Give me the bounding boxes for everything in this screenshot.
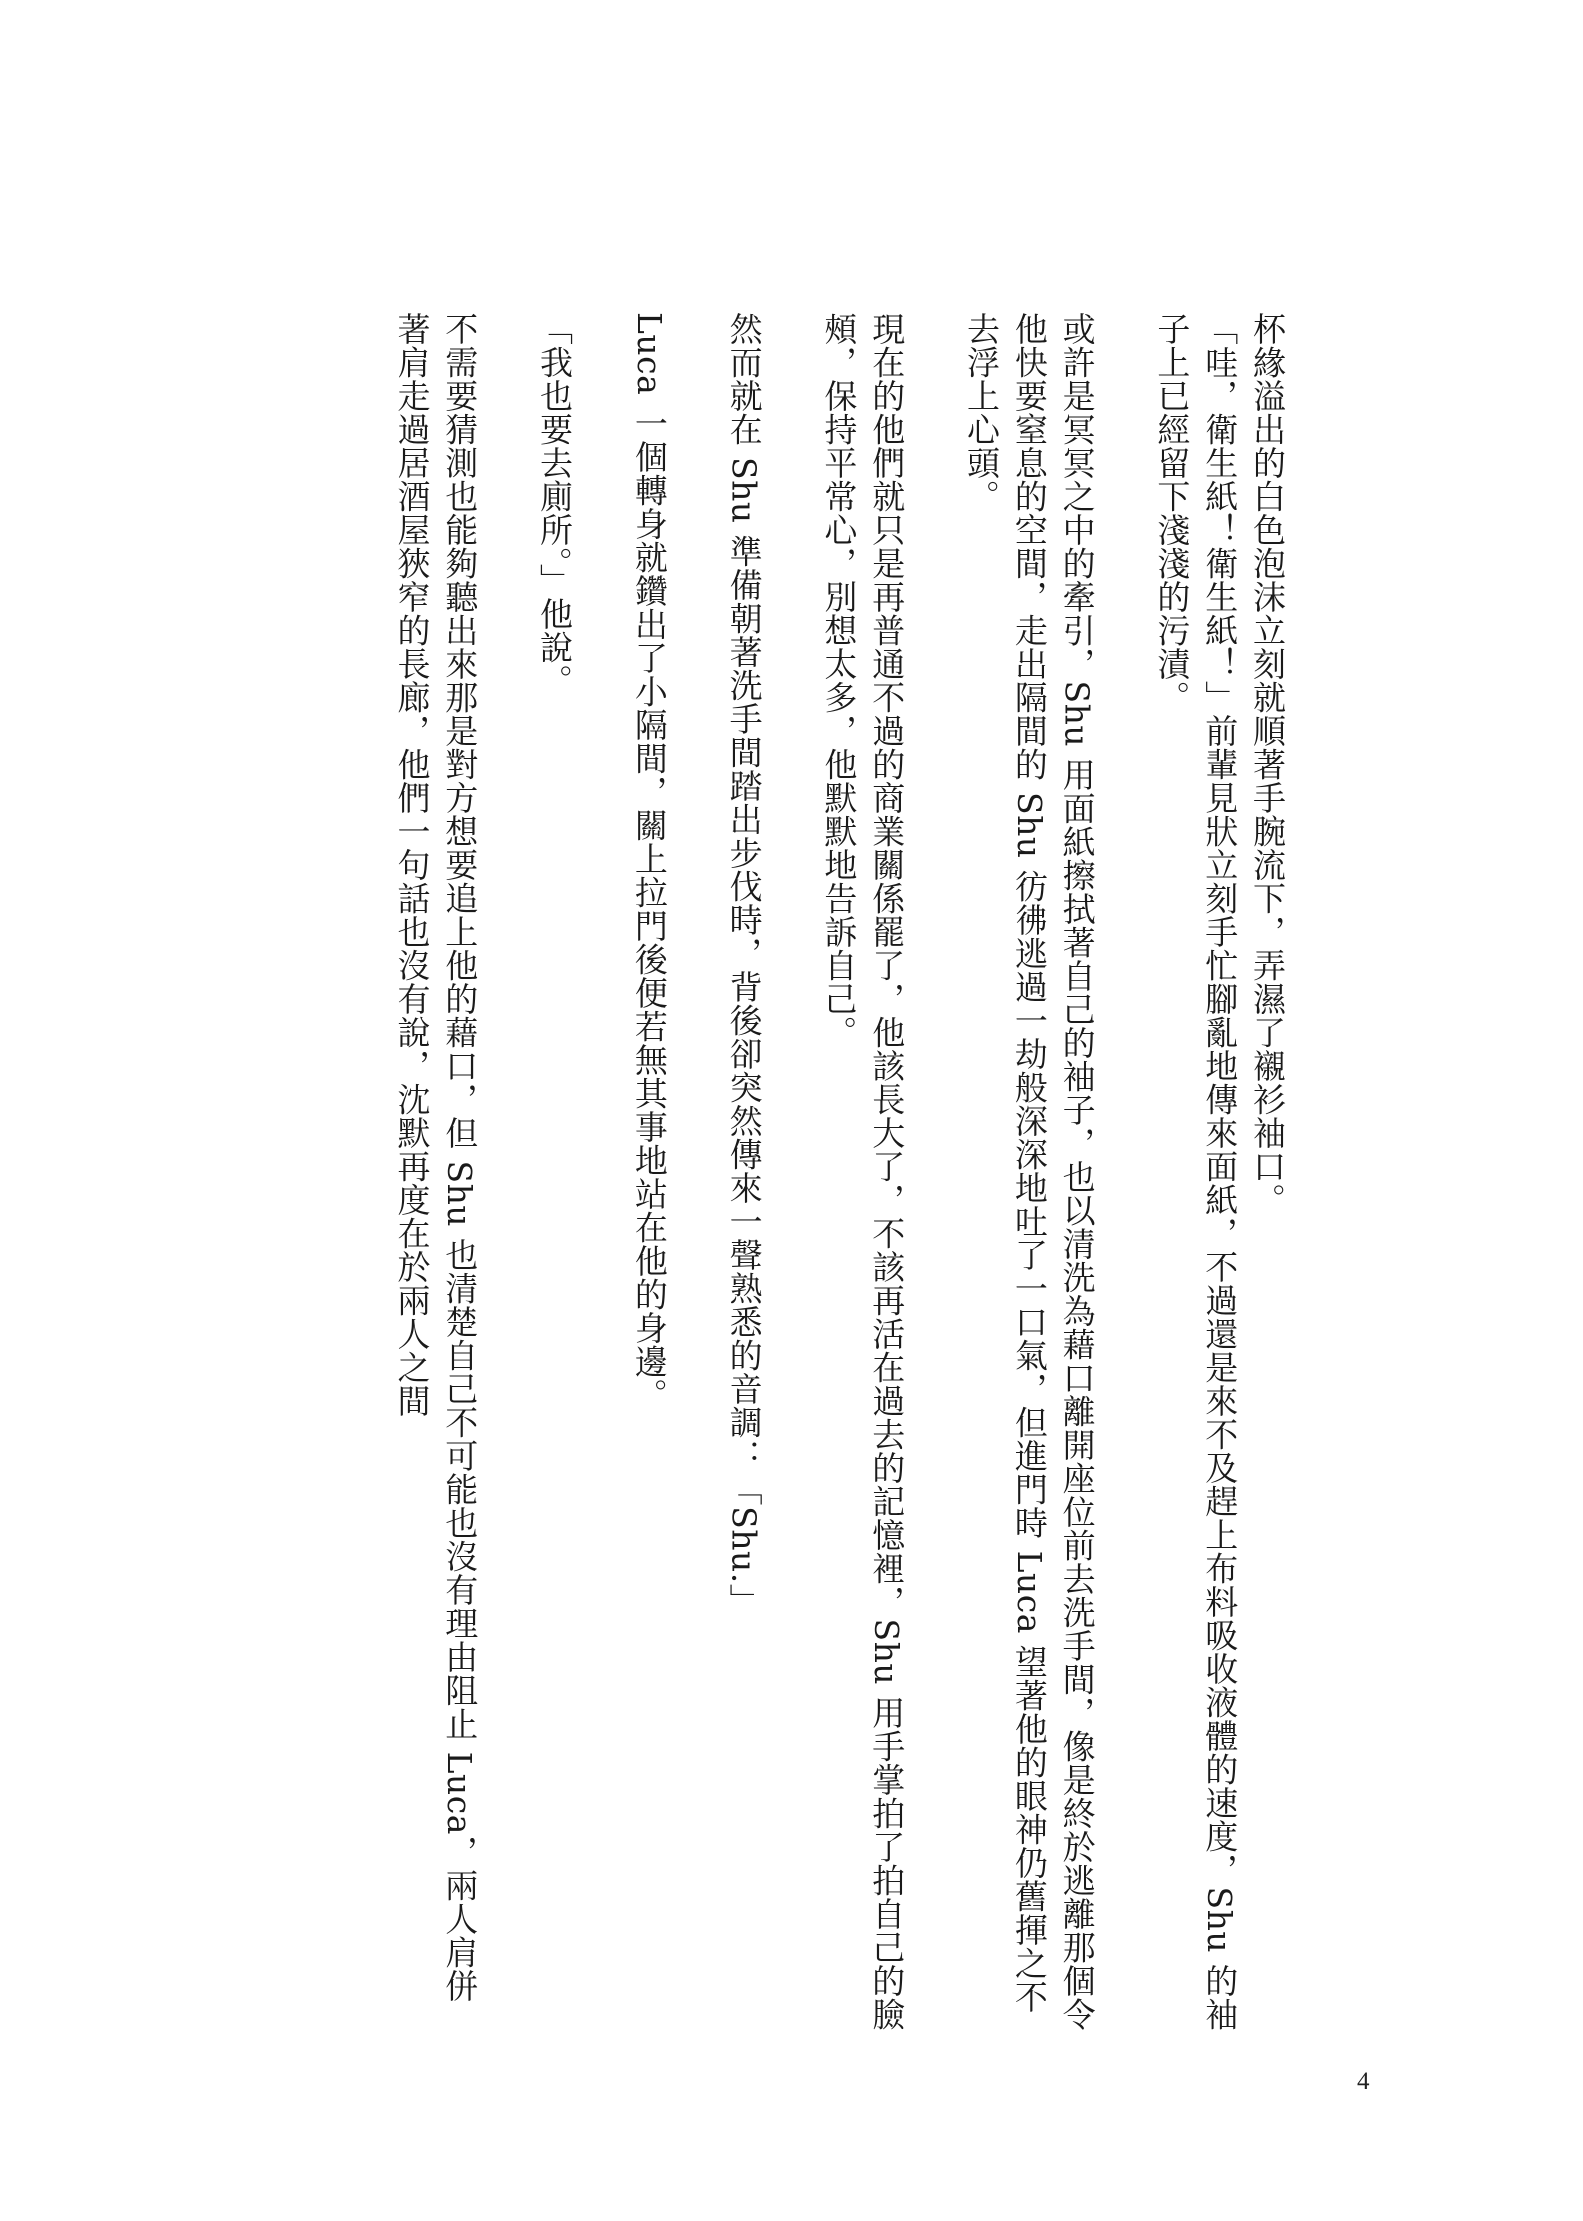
page-number: 4 — [1357, 2068, 1370, 2095]
paragraph-3: 或許是冥冥之中的牽引，Shu 用面紙擦拭著自己的袖子，也以清洗為藉口離開座位前去洗手間，像是終於逃離那個令他快要窒息的空間，走出隔間的 Shu 彷彿逃過一劫般深深地吐了一口氣，但進門時 Luca 望著他的眼神仍舊揮之不去浮上心頭。 — [962, 312, 1097, 2032]
paragraph-2: 「哇，衛生紙！衛生紙！」前輩見狀立刻手忙腳亂地傳來面紙，不過還是來不及趕上布料吸收液體的速度，Shu 的袖子上已經留下淺淺的污漬。 — [1152, 312, 1240, 2032]
paragraph-4: 現在的他們就只是再普通不過的商業關係罷了，他該長大了，不該再活在過去的記憶裡，Shu 用手掌拍了拍自己的臉頰，保持平常心，別想太多，他默默地告訴自己。 — [819, 312, 907, 2032]
paragraph-8: 不需要猜測也能夠聽出來那是對方想要追上他的藉口，但 Shu 也清楚自己不可能也沒有理由阻止 Luca，兩人肩併著肩走過居酒屋狹窄的長廊，他們一句話也沒有說，沈默再度在於兩人之間 — [392, 312, 480, 2003]
paragraph-1: 杯緣溢出的白色泡沫立刻就順著手腕流下，弄濕了襯衫袖口。 — [1248, 312, 1287, 1217]
paragraph-7: 「我也要去廁所。」他說。 — [535, 312, 575, 698]
vertical-text-body — [388, 312, 1291, 2032]
paragraph-5: 然而就在 Shu 準備朝著洗手間踏出步伐時，背後卻突然傳來一聲熟悉的音調：「Shu.」 — [724, 312, 764, 1618]
paragraph-6: Luca 一個轉身就鑽出了小隔間，關上拉門後便若無其事地站在他的身邊。 — [629, 312, 669, 1412]
